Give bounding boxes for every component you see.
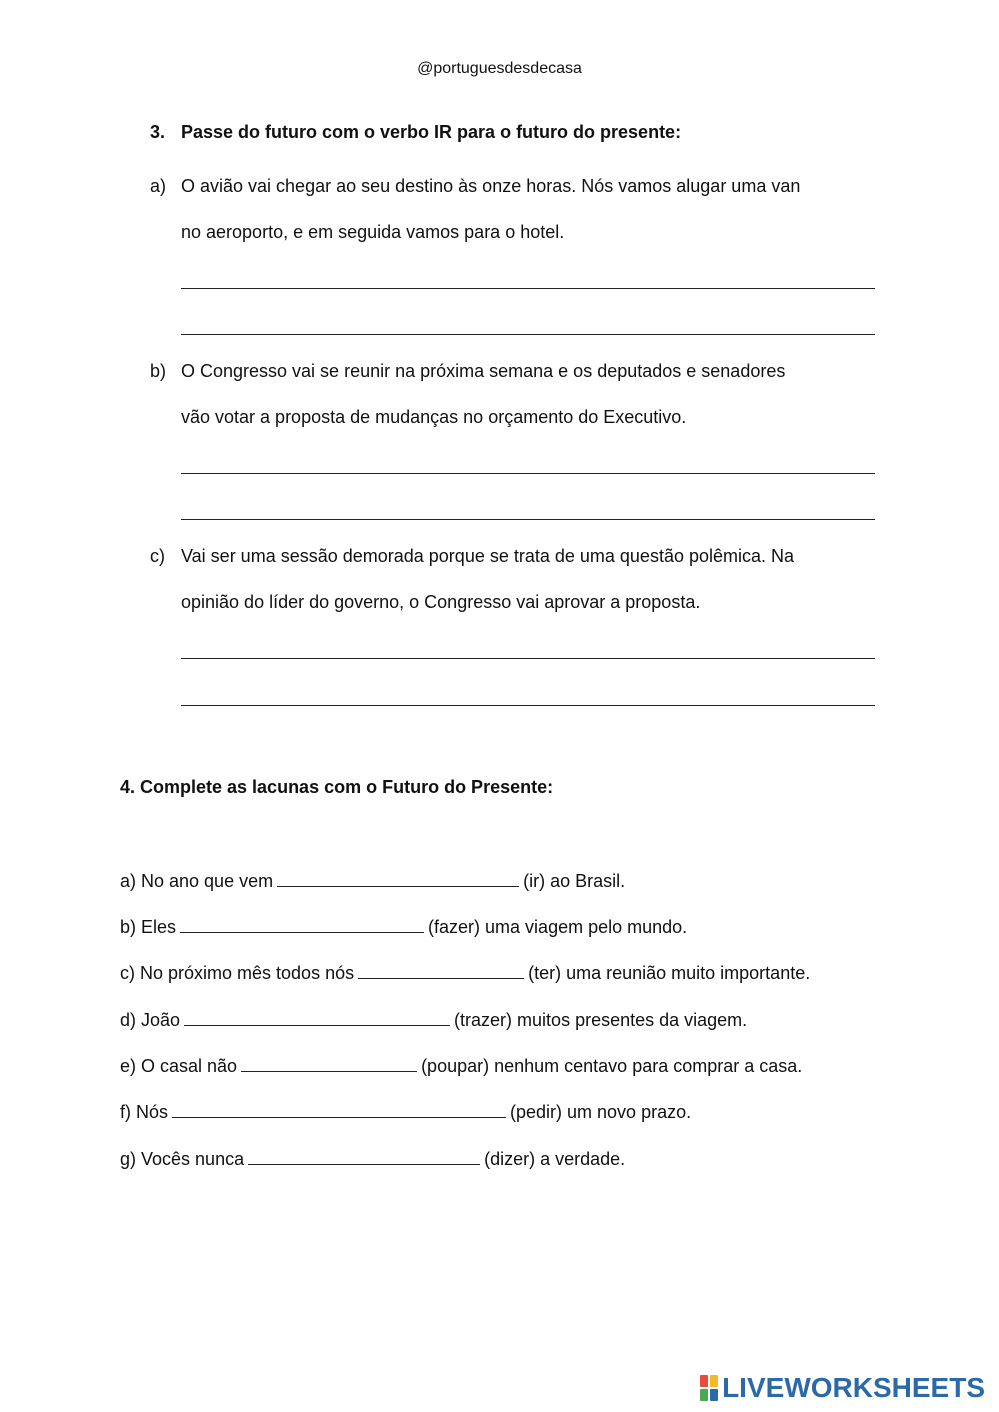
q3-item-a-answer-line-1[interactable] xyxy=(181,288,875,289)
q3-item-b-line-2: vão votar a proposta de mudanças no orçamento do Executivo. xyxy=(181,407,687,427)
liveworksheets-logo[interactable] xyxy=(700,1372,985,1404)
liveworksheets-logo-icon xyxy=(700,1375,718,1401)
q3-item-b-letter: b) xyxy=(150,361,167,381)
q4-item-g-blank[interactable] xyxy=(248,1148,480,1165)
q4-item-c-hint: (ter) uma reunião muito importante. xyxy=(528,963,811,983)
q3-item-a-line-2: no aeroporto, e em seguida vamos para o hotel. xyxy=(181,222,565,242)
q4-item-e-hint: (poupar) nenhum centavo para comprar a casa. xyxy=(421,1056,803,1076)
q4-item-d-hint: (trazer) muitos presentes da viagem. xyxy=(454,1010,748,1030)
q4-item-a-hint: (ir) ao Brasil. xyxy=(523,871,626,891)
q4-item-f-hint: (pedir) um novo prazo. xyxy=(510,1102,692,1122)
q4-item-f-prompt: f) Nós xyxy=(120,1102,169,1122)
q4-item-a xyxy=(120,870,625,892)
q3-item-c-line-2: opinião do líder do governo, o Congresso vai aprovar a proposta. xyxy=(181,592,701,612)
liveworksheets-logo-text: LIVEWORKSHEETS xyxy=(722,1372,985,1403)
page-header-handle: @portuguesdesdecasa xyxy=(417,60,582,77)
q4-item-d-blank[interactable] xyxy=(184,1009,450,1026)
q3-item-c-letter: c) xyxy=(150,546,165,566)
q4-item-d xyxy=(120,1009,747,1031)
q4-item-e-blank[interactable] xyxy=(241,1055,417,1072)
q4-item-c-prompt: c) No próximo mês todos nós xyxy=(120,963,355,983)
q3-item-c-line-1: Vai ser uma sessão demorada porque se trata de uma questão polêmica. Na xyxy=(181,546,795,566)
question-3-number: 3. xyxy=(150,122,166,142)
q4-item-c xyxy=(120,962,810,984)
q4-item-c-blank[interactable] xyxy=(358,962,524,979)
q3-item-a-line-1: O avião vai chegar ao seu destino às onze horas. Nós vamos alugar uma van xyxy=(181,176,801,196)
q4-item-a-blank[interactable] xyxy=(277,870,519,887)
q4-item-f xyxy=(120,1101,691,1123)
q3-item-b-line-1: O Congresso vai se reunir na próxima semana e os deputados e senadores xyxy=(181,361,786,381)
q4-item-g-prompt: g) Vocês nunca xyxy=(120,1149,245,1169)
q3-item-c-answer-line-2[interactable] xyxy=(181,705,875,706)
q3-item-b-answer-line-1[interactable] xyxy=(181,473,875,474)
q3-item-b-answer-line-2[interactable] xyxy=(181,519,875,520)
question-3-title: Passe do futuro com o verbo IR para o futuro do presente: xyxy=(181,122,682,142)
q3-item-c-answer-line-1[interactable] xyxy=(181,658,875,659)
q4-item-e-prompt: e) O casal não xyxy=(120,1056,238,1076)
q4-item-a-prompt: a) No ano que vem xyxy=(120,871,274,891)
q4-item-b xyxy=(120,916,687,938)
q3-item-a-letter: a) xyxy=(150,176,167,196)
q4-item-g xyxy=(120,1148,625,1170)
question-4-title: 4. Complete as lacunas com o Futuro do Presente: xyxy=(120,777,554,797)
q4-item-b-hint: (fazer) uma viagem pelo mundo. xyxy=(428,917,688,937)
q4-item-g-hint: (dizer) a verdade. xyxy=(484,1149,626,1169)
q4-item-b-blank[interactable] xyxy=(180,916,424,933)
q4-item-f-blank[interactable] xyxy=(172,1101,506,1118)
q4-item-d-prompt: d) João xyxy=(120,1010,181,1030)
q4-item-b-prompt: b) Eles xyxy=(120,917,177,937)
q3-item-a-answer-line-2[interactable] xyxy=(181,334,875,335)
q4-item-e xyxy=(120,1055,802,1077)
